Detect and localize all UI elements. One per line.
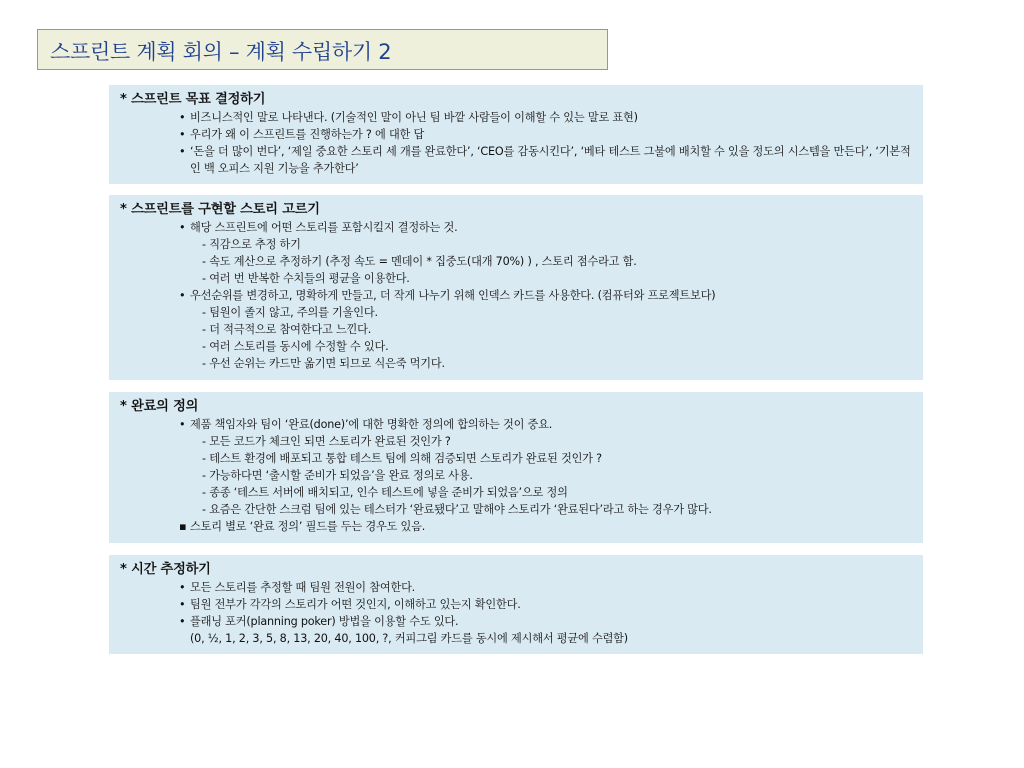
sub-item: - 직감으로 추정 하기 [202,238,301,251]
list-item [120,613,913,630]
bullet-marker: ▪ [179,520,187,533]
list-item-text: 비즈니스적인 말로 나타낸다. (기술적인 말이 아닌 팀 바깥 사람들이 이해할 수 있는 말로 표현) [190,111,638,124]
section-story-selection [109,195,923,380]
list-item [120,287,913,304]
list-item-text: 해당 스프린트에 어떤 스토리를 포함시킬지 결정하는 것. [190,221,458,234]
bullet-marker: • [179,111,186,124]
bullet-marker: • [179,598,186,611]
list-item-text: 모든 스토리를 추정할 때 팀원 전원이 참여한다. [190,581,416,594]
bullet-marker: • [179,418,186,431]
list-item [120,579,913,596]
bullet-marker: • [179,145,186,158]
sub-item: - 더 적극적으로 참여한다고 느낀다. [202,323,372,336]
section-heading: * 스프린트를 구현할 스토리 고르기 [120,202,320,217]
section-heading: * 시간 추정하기 [120,562,211,577]
sub-item: - 팀원이 졸지 않고, 주의를 기울인다. [202,306,378,319]
list-item [120,596,913,613]
list-item [120,143,913,177]
sub-item: - 우선 순위는 카드만 옮기면 되므로 식은죽 먹기다. [202,357,445,370]
bullet-marker: • [179,615,186,628]
slide-title-box [37,29,608,70]
list-item [120,518,913,535]
list-item-text: 우선순위를 변경하고, 명확하게 만들고, 더 작게 나누기 위해 인덱스 카드를 사용한다. (컴퓨터와 프로젝트보다) [190,289,716,302]
list-item [120,109,913,126]
list-item-text: 플래닝 포커(planning poker) 방법을 이용할 수도 있다. [190,615,459,628]
list-item-text: 스토리 별로 ‘완료 정의’ 필드를 두는 경우도 있음. [190,520,426,533]
sub-item: - 요즘은 간단한 스크럼 팀에 있는 테스터가 ‘완료됐다’고 말해야 스토리가 ‘완료된다’라고 하는 경우가 많다. [202,503,712,516]
list-item-text: 제품 책임자와 팀이 ‘완료(done)’에 대한 명확한 정의에 합의하는 것이 중요. [190,418,553,431]
bullet-marker: • [179,289,186,302]
sub-item: - 속도 계산으로 추정하기 (추정 속도 = 멘데이 * 집중도(대개 70%) ) , 스토리 점수라고 함. [202,255,637,268]
bullet-marker: • [179,128,186,141]
bullet-marker: • [179,581,186,594]
sub-item: - 테스트 환경에 배포되고 통합 테스트 팀에 의해 검증되면 스토리가 완료된 것인가 ? [202,452,602,465]
list-item-text: 우리가 왜 이 스프린트를 진행하는가 ? 에 대한 답 [190,128,425,141]
bullet-marker: • [179,221,186,234]
sub-item: - 모든 코드가 체크인 되면 스토리가 완료된 것인가 ? [202,435,451,448]
section-heading: * 스프린트 목표 결정하기 [120,92,266,107]
list-item [120,416,913,433]
list-item [120,126,913,143]
sub-item: - 여러 스토리를 동시에 수정할 수 있다. [202,340,389,353]
list-item [120,219,913,236]
section-sprint-goal [109,85,923,184]
list-item-continuation: (0, ½, 1, 2, 3, 5, 8, 13, 20, 40, 100, ?, 커피그림 카드를 동시에 제시해서 평균에 수렴함) [190,632,628,645]
list-item-text: ‘돈을 더 많이 번다’, ‘제일 중요한 스토리 세 개를 완료한다’, ‘CEO를 감동시킨다’, ‘베타 테스트 그불에 배치할 수 있을 정도의 시스템을 만든다’, ‘기본적인 백 오피스 지원 기능을 추가한다’ [190,145,911,175]
sub-item: - 여러 번 반복한 수치들의 평균을 이용한다. [202,272,410,285]
slide-title: 스프린트 계획 회의 – 계획 수립하기 2 [50,40,392,64]
section-definition-of-done [109,392,923,543]
list-item-text: 팀원 전부가 각각의 스토리가 어떤 것인지, 이해하고 있는지 확인한다. [190,598,521,611]
section-heading: * 완료의 정의 [120,399,199,414]
sub-item: - 종종 ‘테스트 서버에 배치되고, 인수 테스트에 넣을 준비가 되었음’으로 정의 [202,486,568,499]
section-time-estimation [109,555,923,654]
sub-item: - 가능하다면 ‘출시할 준비가 되었음’을 완료 정의로 사용. [202,469,473,482]
